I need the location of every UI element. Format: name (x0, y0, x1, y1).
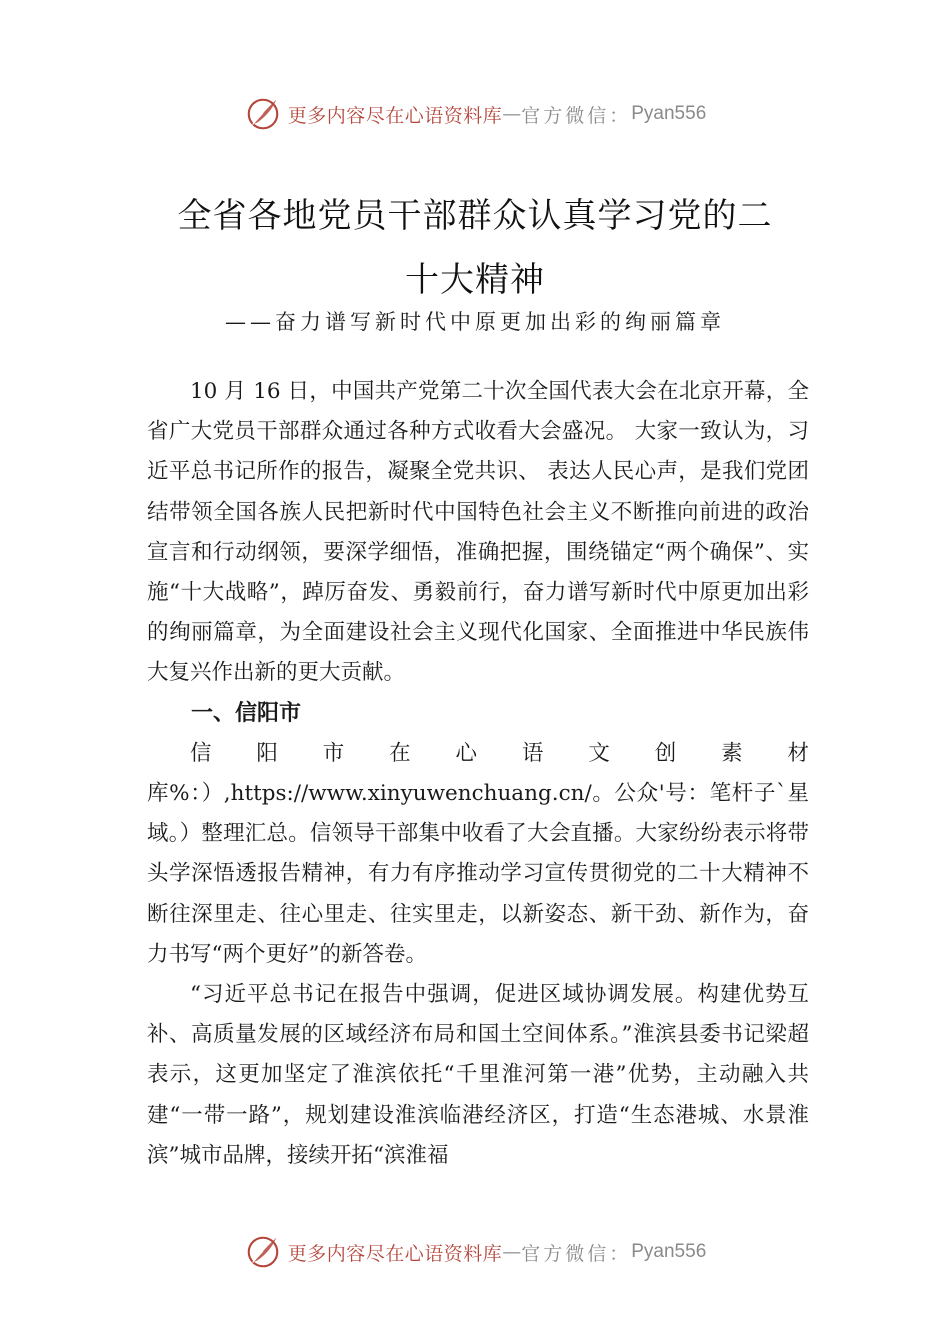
header-banner (0, 94, 950, 134)
quill-logo-icon (244, 95, 282, 133)
banner-main-text: 更多内容尽在心语资料库 (287, 1242, 503, 1265)
quill-logo-icon (244, 1233, 282, 1271)
banner-wechat-id: Pyan556 (631, 103, 707, 124)
banner-main-text: 更多内容尽在心语资料库 (287, 104, 503, 127)
banner-wechat-id: Pyan556 (631, 1241, 707, 1262)
document-subtitle: ——奋力谱写新时代中原更加出彩的绚丽篇章 (225, 310, 725, 334)
banner-wechat-label: 官方微信： (521, 1242, 632, 1265)
document-title-line-2: 十大精神 (405, 260, 545, 300)
footer-banner (0, 1232, 950, 1272)
paragraph-xinyang-1: 信阳市在心语文创素材库%：）,https://www.xinyuwenchuang.cn/。公众'号：笔杆子`星域。）整理汇总。信领导干部集中收看了大会直播。大家纷纷表示将带头学深悟透报告精神，有力有序推动学习宣传贯彻党的二十大精神不断往深里走、往心里走、往实里走，以新姿态、新干劲、新作为，奋力书写“两个更好”的新答卷。 (147, 740, 809, 967)
banner-separator: — (502, 103, 522, 125)
section-heading-xinyang: 一、信阳市 (191, 700, 302, 726)
banner-separator: — (502, 1241, 522, 1263)
banner-wechat-label: 官方微信： (521, 104, 632, 127)
document-body (147, 372, 809, 1176)
document-title-line-1: 全省各地党员干部群众认真学习党的二 (177, 196, 773, 236)
paragraph-xinyang-2: “习近平总书记在报告中强调，促进区域协调发展。构建优势互补、高质量发展的区域经济布局和国土空间体系。”淮滨县委书记梁超表示，这更加坚定了淮滨依托“千里淮河第一港”优势，主动融入共建“一带一路”，规划建设淮滨临港经济区，打造“生态港城、水景淮滨”城市品牌，接续开拓“滨淮福 (147, 982, 809, 1168)
paragraph-intro: 10 月 16 日，中国共产党第二十次全国代表大会在北京开幕，全省广大党员干部群众通过各种方式收看大会盛况。 大家一致认为，习近平总书记所作的报告，凝聚全党共识、 表达人民心声，是我们党团结带领全国各族人民把新时代中国特色社会主义不断推向前进的政治宣言和行动纲领，要深学细悟，准确把握，围绕锚定“两个确保”、实施“十大战略”，踔厉奋发、勇毅前行，奋力谱写新时代中原更加出彩的绚丽篇章，为全面建设社会主义现代化国家、全面推进中华民族伟大复兴作出新的更大贡献。 (147, 379, 809, 686)
